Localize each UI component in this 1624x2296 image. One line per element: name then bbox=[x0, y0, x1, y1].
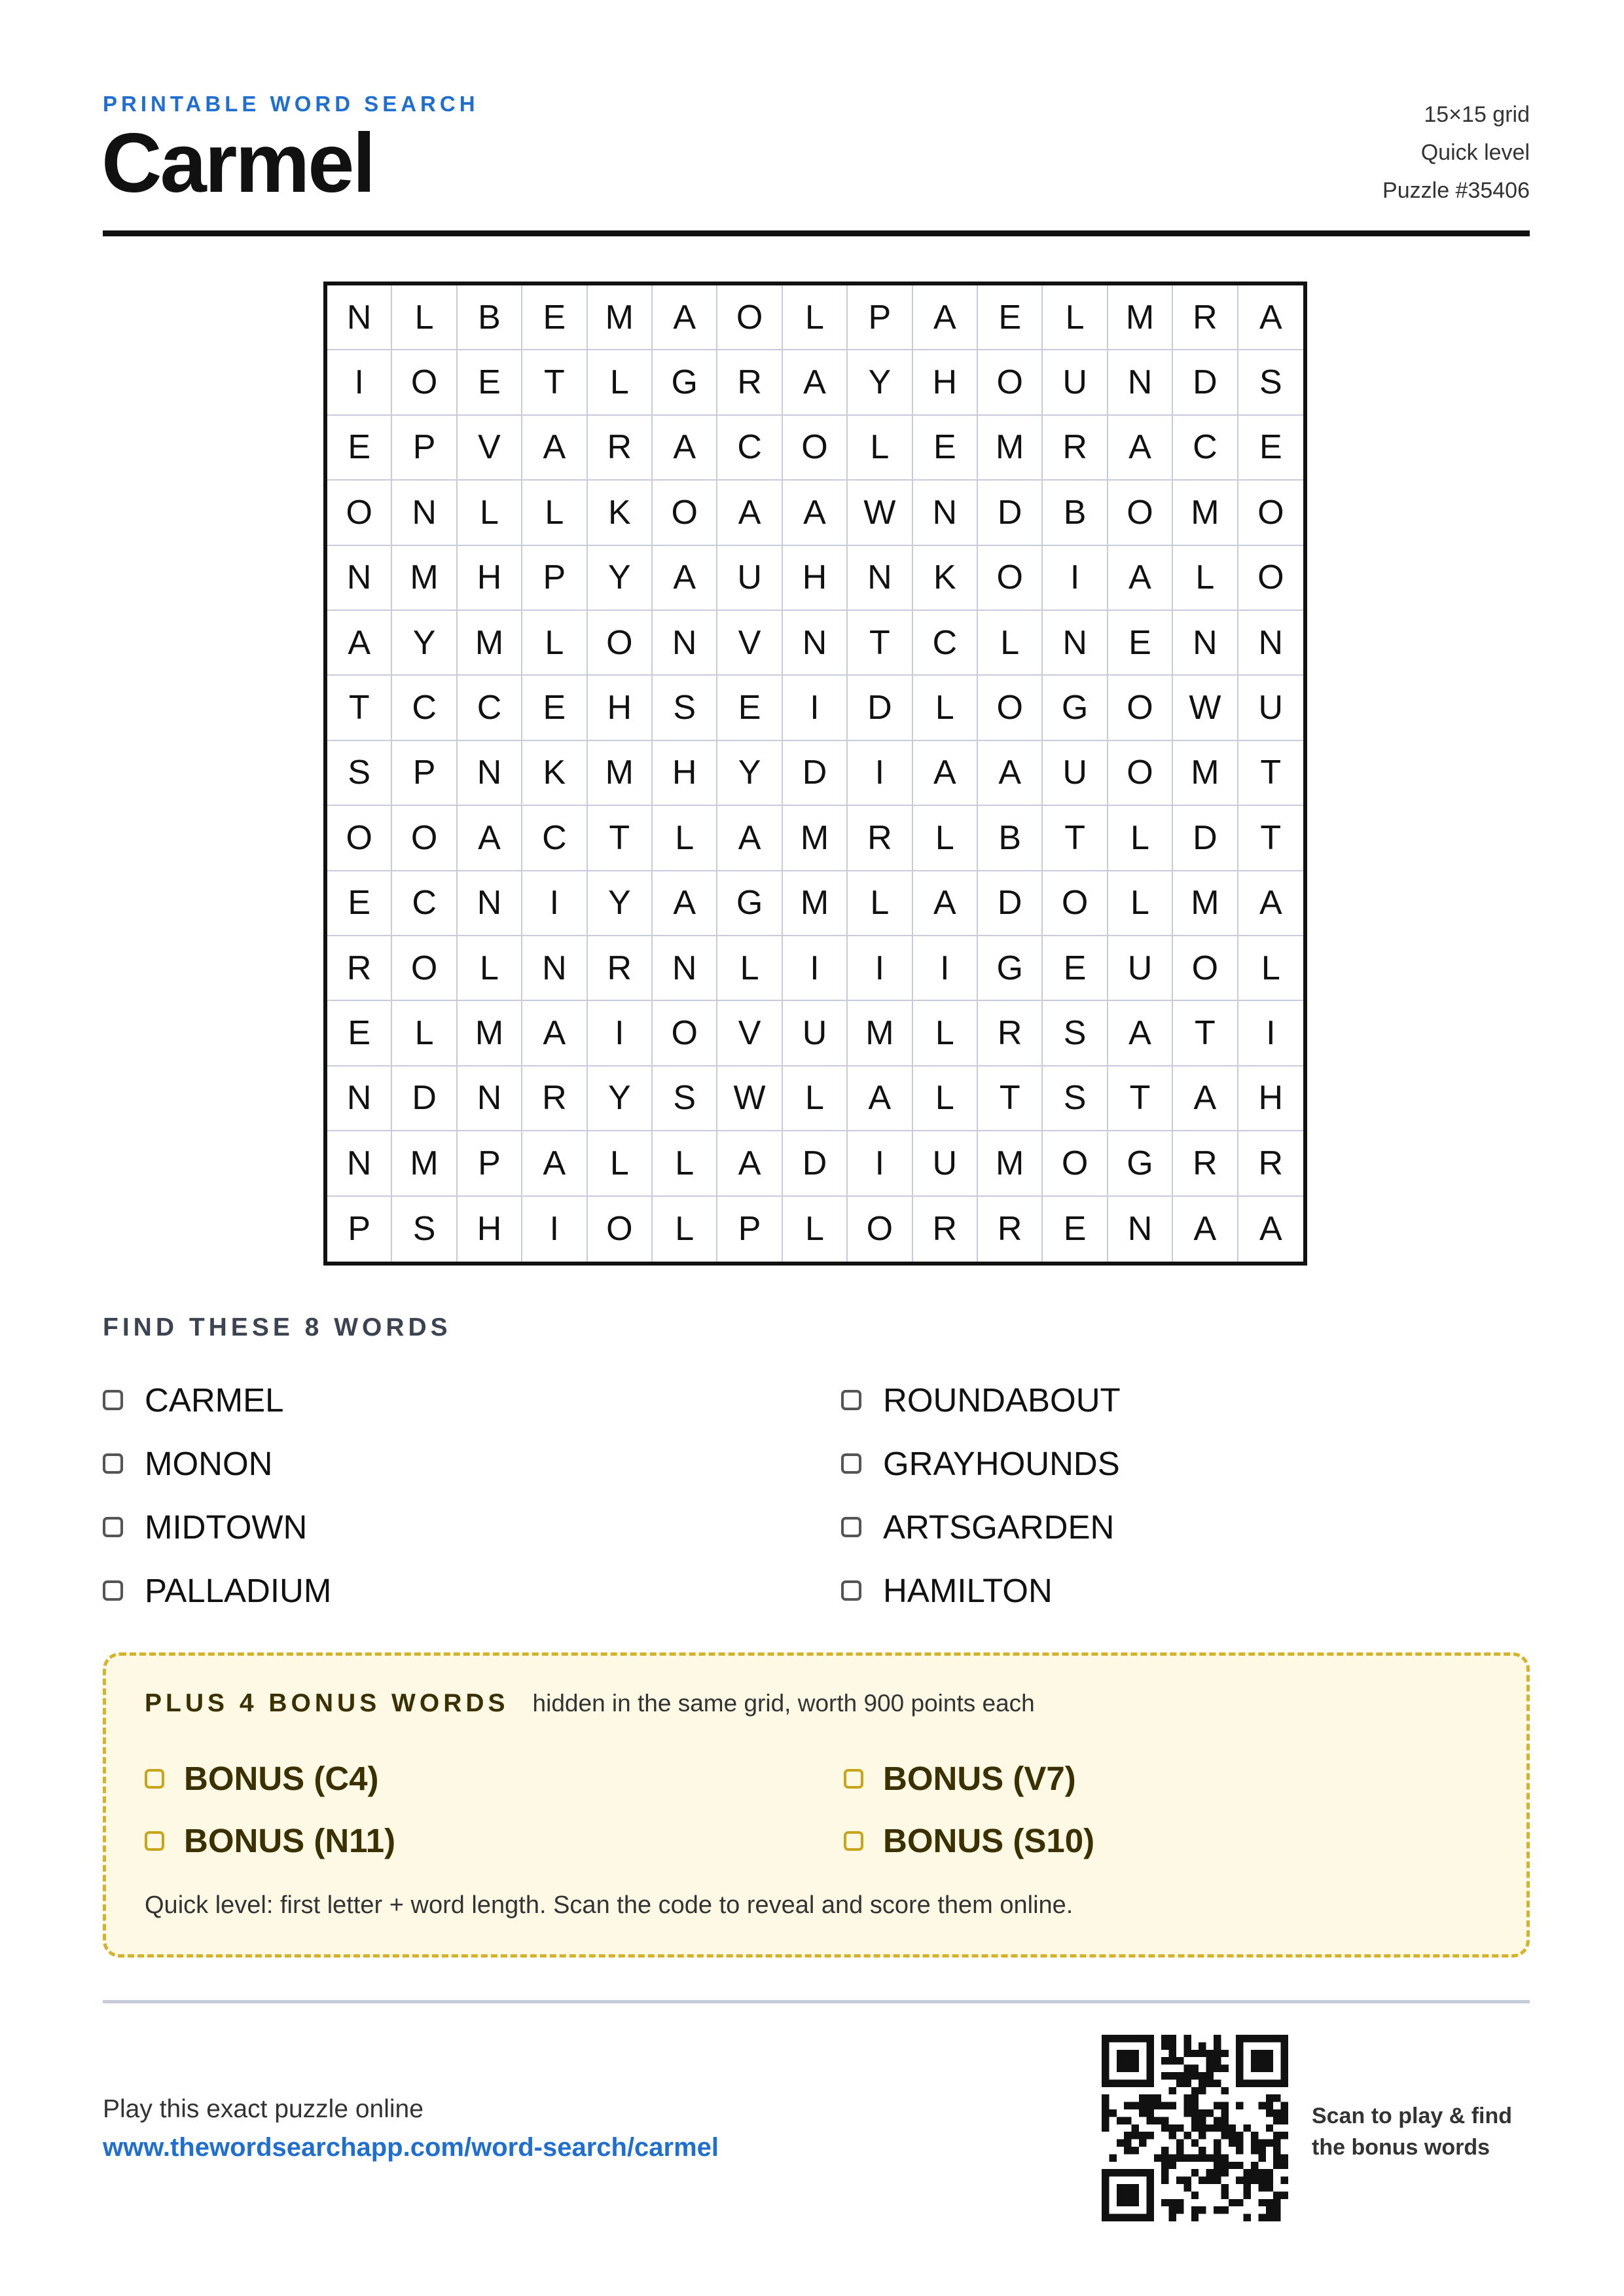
bonus-label: BONUS (V7) bbox=[883, 1760, 1076, 1797]
bonus-item[interactable] bbox=[145, 1747, 844, 1810]
checkbox-icon[interactable] bbox=[841, 1390, 861, 1410]
checkbox-icon[interactable] bbox=[844, 1831, 863, 1851]
grid-cell[interactable]: N bbox=[327, 546, 392, 611]
grid-cell[interactable]: I bbox=[522, 871, 587, 936]
grid-cell[interactable]: H bbox=[458, 546, 522, 611]
grid-cell[interactable]: M bbox=[458, 1001, 522, 1066]
grid-cell[interactable]: A bbox=[1108, 1001, 1173, 1066]
grid-cell[interactable]: G bbox=[1043, 676, 1108, 740]
grid-cell[interactable]: O bbox=[588, 611, 653, 676]
grid-cell[interactable]: Y bbox=[588, 546, 653, 611]
grid-cell[interactable]: N bbox=[783, 611, 848, 676]
grid-cell[interactable]: I bbox=[327, 350, 392, 415]
grid-cell[interactable]: A bbox=[522, 1001, 587, 1066]
page-title: Carmel bbox=[101, 117, 374, 210]
grid-cell[interactable]: L bbox=[913, 1001, 978, 1066]
grid-cell[interactable]: N bbox=[1238, 611, 1303, 676]
grid-cell[interactable]: K bbox=[522, 741, 587, 806]
grid-cell[interactable]: G bbox=[717, 871, 782, 936]
grid-cell[interactable]: S bbox=[392, 1197, 457, 1262]
grid-cell[interactable]: P bbox=[717, 1197, 782, 1262]
grid-cell[interactable]: P bbox=[327, 1197, 392, 1262]
grid-cell[interactable]: K bbox=[588, 481, 653, 545]
grid-cell[interactable]: L bbox=[783, 285, 848, 350]
grid-cell[interactable]: C bbox=[392, 871, 457, 936]
grid-cell[interactable]: B bbox=[1043, 481, 1108, 545]
grid-cell[interactable]: C bbox=[458, 676, 522, 740]
find-words-heading: FIND THESE 8 WORDS bbox=[103, 1313, 452, 1341]
grid-cell[interactable]: N bbox=[458, 871, 522, 936]
grid-cell[interactable]: O bbox=[848, 1197, 912, 1262]
word-label: ARTSGARDEN bbox=[883, 1508, 1115, 1546]
grid-cell[interactable]: O bbox=[1108, 741, 1173, 806]
grid-cell[interactable]: I bbox=[522, 1197, 587, 1262]
grid-cell[interactable]: L bbox=[848, 416, 912, 481]
word-label: MIDTOWN bbox=[145, 1508, 308, 1546]
grid-cell[interactable]: I bbox=[913, 936, 978, 1001]
grid-cell[interactable]: M bbox=[783, 806, 848, 871]
grid-cell[interactable]: R bbox=[1238, 1131, 1303, 1196]
grid-cell[interactable]: E bbox=[717, 676, 782, 740]
grid-cell[interactable]: L bbox=[392, 1001, 457, 1066]
grid-cell[interactable]: U bbox=[1108, 936, 1173, 1001]
grid-cell[interactable]: D bbox=[1173, 350, 1238, 415]
word-item[interactable] bbox=[103, 1432, 841, 1495]
letter-grid bbox=[323, 282, 1307, 1266]
checkbox-icon[interactable] bbox=[145, 1769, 164, 1789]
grid-cell[interactable]: L bbox=[1108, 806, 1173, 871]
word-item[interactable] bbox=[841, 1495, 1530, 1559]
qr-caption-line: Scan to play & find bbox=[1312, 2104, 1513, 2128]
grid-cell[interactable]: R bbox=[978, 1001, 1043, 1066]
bonus-item[interactable] bbox=[145, 1810, 844, 1872]
grid-cell[interactable]: S bbox=[1238, 350, 1303, 415]
grid-cell[interactable]: O bbox=[1108, 481, 1173, 545]
grid-cell[interactable]: N bbox=[1173, 611, 1238, 676]
grid-cell[interactable]: S bbox=[1043, 1066, 1108, 1131]
grid-cell[interactable]: U bbox=[1238, 676, 1303, 740]
grid-cell[interactable]: B bbox=[978, 806, 1043, 871]
grid-cell[interactable]: O bbox=[1108, 676, 1173, 740]
grid-cell[interactable]: A bbox=[978, 741, 1043, 806]
grid-cell[interactable]: U bbox=[913, 1131, 978, 1196]
grid-cell[interactable]: T bbox=[1238, 741, 1303, 806]
bonus-title: PLUS 4 BONUS WORDS bbox=[145, 1689, 509, 1717]
grid-cell[interactable]: R bbox=[913, 1197, 978, 1262]
grid-cell[interactable]: L bbox=[913, 1066, 978, 1131]
grid-cell[interactable]: I bbox=[783, 676, 848, 740]
grid-cell[interactable]: E bbox=[913, 416, 978, 481]
grid-cell[interactable]: H bbox=[913, 350, 978, 415]
grid-cell[interactable]: N bbox=[913, 481, 978, 545]
bonus-subtitle: hidden in the same grid, worth 900 points each bbox=[532, 1690, 1035, 1717]
grid-cell[interactable]: D bbox=[848, 676, 912, 740]
grid-cell[interactable]: L bbox=[522, 611, 587, 676]
grid-cell[interactable]: I bbox=[783, 936, 848, 1001]
checkbox-icon[interactable] bbox=[841, 1517, 861, 1537]
grid-cell[interactable]: N bbox=[327, 1131, 392, 1196]
play-online-label: Play this exact puzzle online bbox=[103, 2095, 424, 2123]
grid-cell[interactable]: L bbox=[522, 481, 587, 545]
grid-cell[interactable]: A bbox=[848, 1066, 912, 1131]
grid-cell[interactable]: C bbox=[522, 806, 587, 871]
grid-cell[interactable]: N bbox=[1108, 1197, 1173, 1262]
grid-cell[interactable]: S bbox=[653, 1066, 717, 1131]
grid-cell[interactable]: N bbox=[327, 285, 392, 350]
bonus-word-list bbox=[145, 1747, 1433, 1872]
grid-cell[interactable]: L bbox=[458, 936, 522, 1001]
grid-cell[interactable]: T bbox=[1108, 1066, 1173, 1131]
grid-cell[interactable]: P bbox=[392, 741, 457, 806]
bonus-label: BONUS (C4) bbox=[184, 1760, 379, 1797]
grid-cell[interactable]: M bbox=[392, 546, 457, 611]
grid-cell[interactable]: R bbox=[327, 936, 392, 1001]
word-label: MONON bbox=[145, 1445, 273, 1482]
grid-cell[interactable]: B bbox=[458, 285, 522, 350]
bonus-label: BONUS (S10) bbox=[883, 1822, 1095, 1859]
grid-cell[interactable]: A bbox=[653, 871, 717, 936]
grid-cell[interactable]: Y bbox=[588, 1066, 653, 1131]
checkbox-icon[interactable] bbox=[103, 1390, 123, 1410]
grid-cell[interactable]: D bbox=[978, 481, 1043, 545]
grid-cell[interactable]: A bbox=[783, 481, 848, 545]
grid-cell[interactable]: M bbox=[1173, 481, 1238, 545]
grid-cell[interactable]: R bbox=[588, 416, 653, 481]
grid-cell[interactable]: W bbox=[848, 481, 912, 545]
grid-cell[interactable]: L bbox=[588, 1131, 653, 1196]
grid-cell[interactable]: O bbox=[653, 481, 717, 545]
grid-cell[interactable]: S bbox=[653, 676, 717, 740]
grid-cell[interactable]: A bbox=[458, 806, 522, 871]
grid-cell[interactable]: O bbox=[653, 1001, 717, 1066]
grid-cell[interactable]: D bbox=[978, 871, 1043, 936]
grid-cell[interactable]: N bbox=[327, 1066, 392, 1131]
grid-cell[interactable]: L bbox=[978, 611, 1043, 676]
grid-cell[interactable]: A bbox=[783, 350, 848, 415]
grid-cell[interactable]: W bbox=[717, 1066, 782, 1131]
grid-cell[interactable]: U bbox=[717, 546, 782, 611]
word-list bbox=[103, 1368, 1530, 1622]
grid-cell[interactable]: A bbox=[653, 546, 717, 611]
grid-cell[interactable]: O bbox=[327, 481, 392, 545]
bonus-note: Quick level: first letter + word length. Scan the code to reveal and score them online. bbox=[145, 1891, 1074, 1919]
bonus-header bbox=[145, 1689, 1035, 1718]
grid-cell[interactable]: D bbox=[1173, 806, 1238, 871]
grid-cell[interactable]: R bbox=[848, 806, 912, 871]
grid-cell[interactable]: O bbox=[978, 676, 1043, 740]
grid-cell[interactable]: E bbox=[458, 350, 522, 415]
grid-cell[interactable]: A bbox=[1173, 1197, 1238, 1262]
grid-cell[interactable]: H bbox=[653, 741, 717, 806]
grid-cell[interactable]: M bbox=[978, 1131, 1043, 1196]
qr-code-icon[interactable] bbox=[1102, 2035, 1288, 2221]
grid-cell[interactable]: C bbox=[717, 416, 782, 481]
grid-cell[interactable]: O bbox=[392, 806, 457, 871]
grid-cell[interactable]: D bbox=[392, 1066, 457, 1131]
grid-cell[interactable]: U bbox=[1043, 350, 1108, 415]
grid-cell[interactable]: I bbox=[848, 741, 912, 806]
grid-cell[interactable]: T bbox=[1173, 1001, 1238, 1066]
grid-cell[interactable]: O bbox=[978, 546, 1043, 611]
grid-cell[interactable]: T bbox=[522, 350, 587, 415]
puzzle-number-label: Puzzle #35406 bbox=[1382, 178, 1530, 203]
grid-cell[interactable]: T bbox=[588, 806, 653, 871]
grid-cell[interactable]: R bbox=[1043, 416, 1108, 481]
grid-cell[interactable]: T bbox=[978, 1066, 1043, 1131]
grid-cell[interactable]: D bbox=[783, 1131, 848, 1196]
grid-cell[interactable]: R bbox=[522, 1066, 587, 1131]
grid-cell[interactable]: A bbox=[1173, 1066, 1238, 1131]
grid-cell[interactable]: A bbox=[522, 416, 587, 481]
checkbox-icon[interactable] bbox=[103, 1453, 123, 1474]
grid-cell[interactable]: T bbox=[1043, 806, 1108, 871]
grid-cell[interactable]: O bbox=[588, 1197, 653, 1262]
footer-divider bbox=[103, 2000, 1530, 2003]
grid-cell[interactable]: A bbox=[1108, 546, 1173, 611]
grid-cell[interactable]: E bbox=[522, 285, 587, 350]
grid-cell[interactable]: V bbox=[717, 611, 782, 676]
word-label: CARMEL bbox=[145, 1381, 284, 1419]
grid-cell[interactable]: C bbox=[1173, 416, 1238, 481]
checkbox-icon[interactable] bbox=[103, 1580, 123, 1601]
grid-cell[interactable]: L bbox=[783, 1197, 848, 1262]
grid-cell[interactable]: A bbox=[327, 611, 392, 676]
grid-cell[interactable]: O bbox=[1043, 1131, 1108, 1196]
grid-cell[interactable]: O bbox=[392, 936, 457, 1001]
checkbox-icon[interactable] bbox=[844, 1769, 863, 1789]
grid-cell[interactable]: M bbox=[1173, 871, 1238, 936]
grid-cell[interactable]: Y bbox=[588, 871, 653, 936]
grid-cell[interactable]: Y bbox=[848, 350, 912, 415]
grid-size-label: 15×15 grid bbox=[1424, 102, 1530, 127]
grid-cell[interactable]: N bbox=[458, 741, 522, 806]
grid-cell[interactable]: I bbox=[1238, 1001, 1303, 1066]
grid-cell[interactable]: N bbox=[522, 936, 587, 1001]
grid-cell[interactable]: A bbox=[1238, 871, 1303, 936]
grid-cell[interactable]: E bbox=[1043, 1197, 1108, 1262]
checkbox-icon[interactable] bbox=[103, 1517, 123, 1537]
grid-cell[interactable]: A bbox=[522, 1131, 587, 1196]
grid-cell[interactable]: O bbox=[327, 806, 392, 871]
grid-cell[interactable]: A bbox=[1259, 1210, 1282, 1248]
word-label: PALLADIUM bbox=[145, 1572, 332, 1609]
grid-cell[interactable]: S bbox=[1043, 1001, 1108, 1066]
grid-cell[interactable]: A bbox=[1238, 285, 1303, 350]
word-item[interactable] bbox=[103, 1368, 841, 1432]
bonus-item[interactable] bbox=[844, 1747, 1433, 1810]
grid-cell[interactable]: A bbox=[913, 871, 978, 936]
grid-cell[interactable]: R bbox=[978, 1197, 1043, 1262]
grid-cell[interactable]: N bbox=[653, 936, 717, 1001]
grid-cell[interactable]: I bbox=[588, 1001, 653, 1066]
word-label: GRAYHOUNDS bbox=[883, 1445, 1120, 1482]
grid-cell[interactable]: M bbox=[848, 1001, 912, 1066]
grid-cell[interactable]: T bbox=[327, 676, 392, 740]
grid-cell[interactable]: N bbox=[392, 481, 457, 545]
word-label: ROUNDABOUT bbox=[883, 1381, 1121, 1419]
grid-cell[interactable]: V bbox=[458, 416, 522, 481]
grid-cell[interactable]: O bbox=[1238, 481, 1303, 545]
word-item[interactable] bbox=[841, 1368, 1530, 1432]
qr-caption bbox=[1312, 2100, 1512, 2163]
grid-cell[interactable]: M bbox=[588, 741, 653, 806]
qr-caption-line: the bonus words bbox=[1312, 2135, 1490, 2160]
bonus-item[interactable] bbox=[844, 1810, 1433, 1872]
grid-cell[interactable]: D bbox=[783, 741, 848, 806]
grid-cell[interactable]: P bbox=[458, 1131, 522, 1196]
grid-cell[interactable]: P bbox=[392, 416, 457, 481]
grid-cell[interactable]: E bbox=[978, 285, 1043, 350]
word-item[interactable] bbox=[103, 1495, 841, 1559]
grid-cell[interactable]: H bbox=[783, 546, 848, 611]
grid-cell[interactable]: H bbox=[1238, 1066, 1303, 1131]
grid-cell[interactable]: O bbox=[783, 416, 848, 481]
header-kicker: PRINTABLE WORD SEARCH bbox=[103, 92, 479, 116]
grid-cell[interactable]: O bbox=[1043, 871, 1108, 936]
grid-cell[interactable]: P bbox=[848, 285, 912, 350]
grid-cell[interactable]: L bbox=[392, 285, 457, 350]
grid-cell[interactable]: H bbox=[588, 676, 653, 740]
grid-cell[interactable]: Y bbox=[717, 741, 782, 806]
grid-cell[interactable]: G bbox=[978, 936, 1043, 1001]
grid-cell[interactable]: K bbox=[913, 546, 978, 611]
grid-cell[interactable]: R bbox=[717, 350, 782, 415]
grid-cell[interactable]: E bbox=[327, 1001, 392, 1066]
grid-cell[interactable]: M bbox=[783, 871, 848, 936]
grid-cell[interactable]: I bbox=[848, 936, 912, 1001]
grid-cell[interactable]: L bbox=[588, 350, 653, 415]
grid-cell[interactable]: S bbox=[327, 741, 392, 806]
level-label: Quick level bbox=[1420, 140, 1530, 165]
grid-cell[interactable]: O bbox=[392, 350, 457, 415]
grid-cell[interactable]: N bbox=[1043, 611, 1108, 676]
grid-cell[interactable]: U bbox=[783, 1001, 848, 1066]
grid-cell[interactable]: U bbox=[1043, 741, 1108, 806]
grid-cell[interactable]: C bbox=[913, 611, 978, 676]
grid-cell[interactable]: L bbox=[783, 1066, 848, 1131]
grid-cell[interactable]: M bbox=[978, 416, 1043, 481]
word-item[interactable] bbox=[841, 1559, 1530, 1622]
grid-cell[interactable]: L bbox=[653, 1131, 717, 1196]
grid-cell[interactable]: H bbox=[458, 1197, 522, 1262]
grid-cell[interactable]: E bbox=[1238, 416, 1303, 481]
header-divider bbox=[103, 230, 1530, 236]
grid-cell[interactable]: M bbox=[392, 1131, 457, 1196]
grid-cell[interactable]: T bbox=[1238, 806, 1303, 871]
grid-cell[interactable]: W bbox=[1173, 676, 1238, 740]
grid-cell[interactable]: G bbox=[1108, 1131, 1173, 1196]
grid-cell[interactable]: O bbox=[1238, 546, 1303, 611]
grid-cell[interactable]: L bbox=[1108, 871, 1173, 936]
grid-cell[interactable]: L bbox=[1238, 936, 1303, 1001]
puzzle-meta bbox=[1382, 96, 1530, 210]
grid-cell[interactable]: A bbox=[717, 806, 782, 871]
grid-cell[interactable]: A bbox=[1108, 416, 1173, 481]
grid-cell[interactable]: N bbox=[848, 546, 912, 611]
grid-cell[interactable]: O bbox=[1173, 936, 1238, 1001]
grid-cell[interactable]: M bbox=[458, 611, 522, 676]
word-item[interactable] bbox=[103, 1559, 841, 1622]
grid-cell[interactable]: Y bbox=[392, 611, 457, 676]
grid-cell[interactable]: L bbox=[717, 936, 782, 1001]
puzzle-url-link[interactable]: www.thewordsearchapp.com/word-search/carmel bbox=[103, 2133, 719, 2162]
grid-cell[interactable]: E bbox=[327, 416, 392, 481]
grid-cell[interactable]: M bbox=[1108, 285, 1173, 350]
grid-cell[interactable]: G bbox=[653, 350, 717, 415]
grid-cell[interactable]: N bbox=[458, 1066, 522, 1131]
grid-cell[interactable]: E bbox=[522, 676, 587, 740]
bonus-label: BONUS (N11) bbox=[184, 1822, 396, 1859]
grid-cell[interactable]: R bbox=[588, 936, 653, 1001]
grid-cell[interactable]: C bbox=[392, 676, 457, 740]
checkbox-icon[interactable] bbox=[145, 1831, 164, 1851]
grid-cell[interactable]: A bbox=[717, 481, 782, 545]
word-label: HAMILTON bbox=[883, 1572, 1053, 1609]
checkbox-icon[interactable] bbox=[841, 1580, 861, 1601]
grid-cell[interactable]: O bbox=[978, 350, 1043, 415]
grid-cell[interactable]: A bbox=[913, 741, 978, 806]
grid-cell[interactable]: E bbox=[1108, 611, 1173, 676]
grid-cell[interactable]: L bbox=[913, 676, 978, 740]
grid-cell[interactable]: A bbox=[653, 416, 717, 481]
grid-cell[interactable]: A bbox=[913, 285, 978, 350]
grid-cell[interactable]: L bbox=[653, 806, 717, 871]
grid-cell[interactable]: P bbox=[522, 546, 587, 611]
grid-cell[interactable]: I bbox=[848, 1131, 912, 1196]
grid-cell[interactable]: O bbox=[717, 285, 782, 350]
grid-cell[interactable]: N bbox=[1108, 350, 1173, 415]
grid-cell[interactable]: V bbox=[717, 1001, 782, 1066]
grid-cell[interactable]: M bbox=[588, 285, 653, 350]
checkbox-icon[interactable] bbox=[841, 1453, 861, 1474]
grid-cell[interactable]: N bbox=[653, 611, 717, 676]
grid-cell[interactable]: L bbox=[653, 1197, 717, 1262]
grid-cell[interactable]: L bbox=[1043, 285, 1108, 350]
grid-cell[interactable]: E bbox=[1043, 936, 1108, 1001]
grid-cell[interactable]: L bbox=[458, 481, 522, 545]
grid-cell[interactable]: A bbox=[653, 285, 717, 350]
grid-cell[interactable]: M bbox=[1173, 741, 1238, 806]
grid-cell[interactable]: E bbox=[327, 871, 392, 936]
grid-cell[interactable]: I bbox=[1043, 546, 1108, 611]
word-item[interactable] bbox=[841, 1432, 1530, 1495]
grid-cell[interactable]: R bbox=[1173, 1131, 1238, 1196]
grid-cell[interactable]: L bbox=[848, 871, 912, 936]
grid-cell[interactable]: T bbox=[848, 611, 912, 676]
grid-cell[interactable]: L bbox=[913, 806, 978, 871]
bonus-panel bbox=[103, 1652, 1530, 1958]
grid-cell[interactable]: A bbox=[717, 1131, 782, 1196]
grid-cell[interactable]: L bbox=[1173, 546, 1238, 611]
grid-cell[interactable]: R bbox=[1173, 285, 1238, 350]
